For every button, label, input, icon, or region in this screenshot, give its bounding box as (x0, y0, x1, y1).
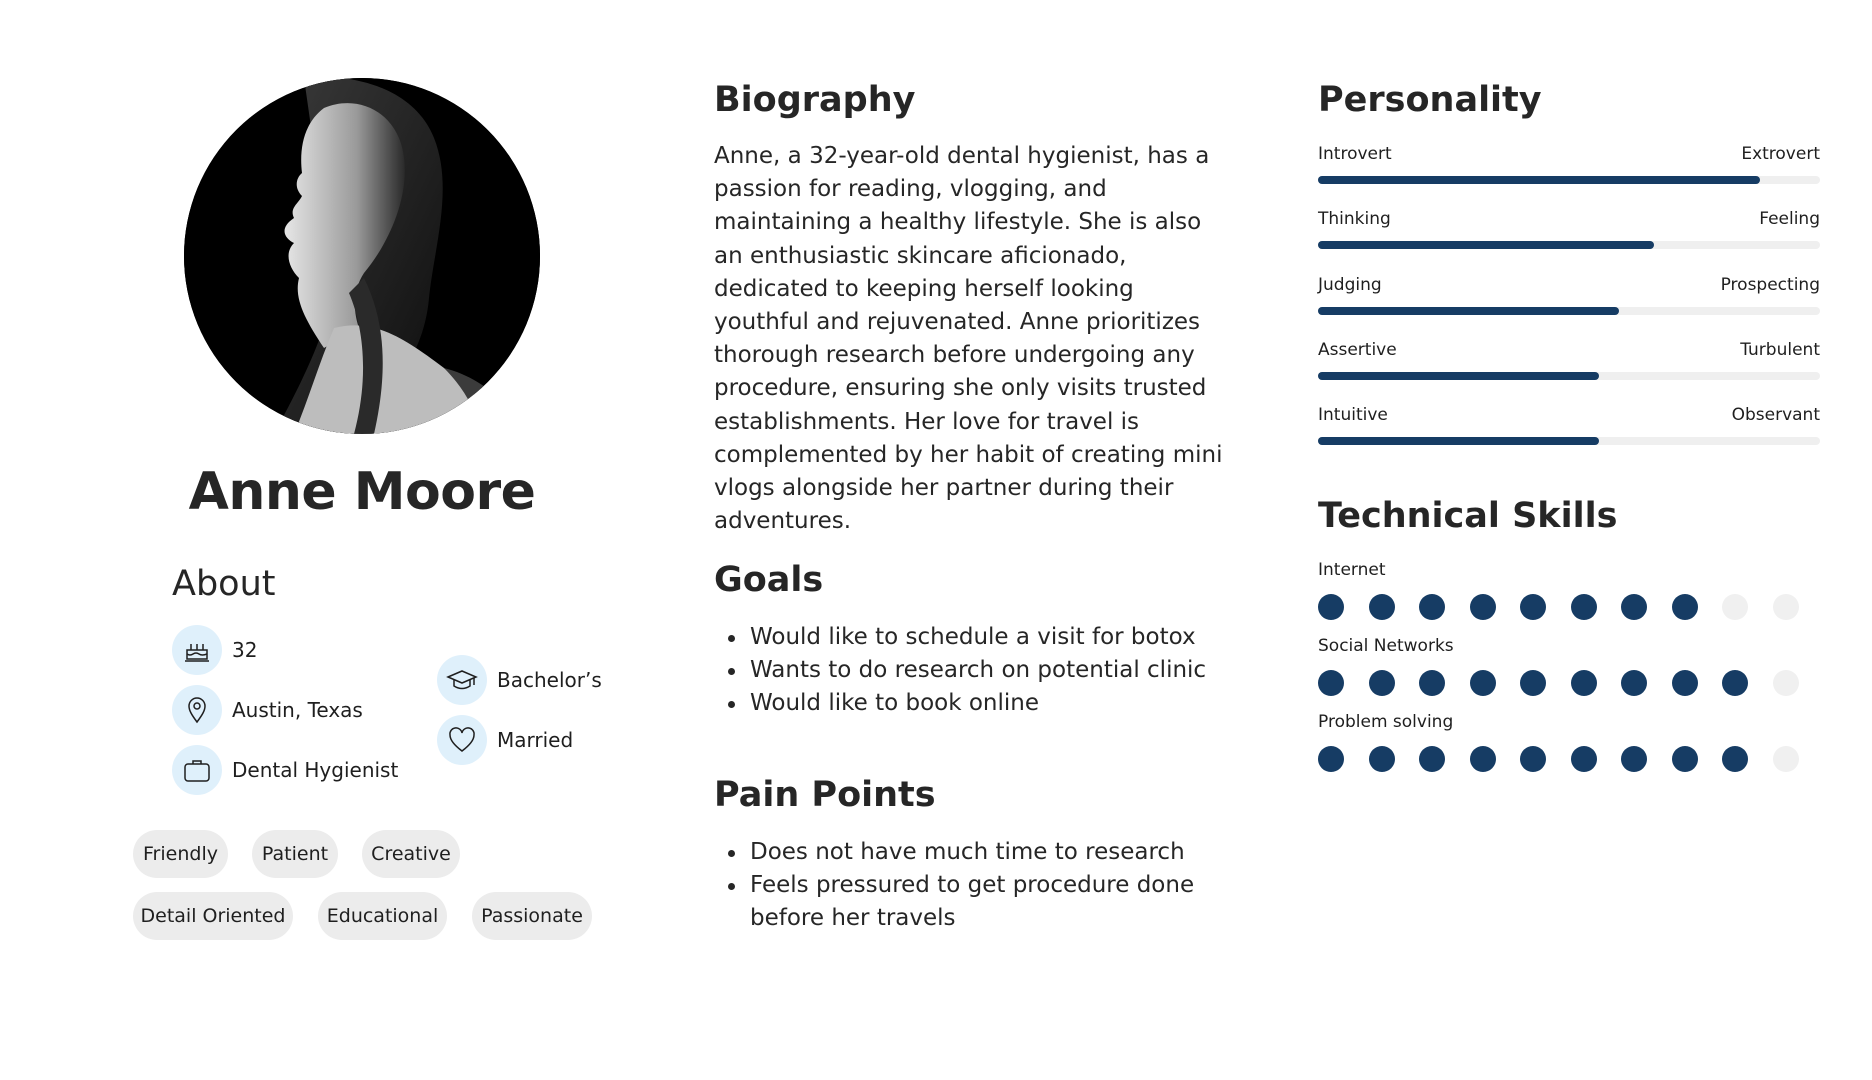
skill-dot-filled (1369, 594, 1395, 620)
skill-dot-filled (1571, 746, 1597, 772)
trait-track (1318, 176, 1820, 184)
trait-fill (1318, 437, 1599, 445)
skill-dot-filled (1369, 746, 1395, 772)
skill-label: Social Networks (1318, 636, 1454, 656)
trait-left-label: Thinking (1318, 209, 1391, 229)
list-item: Wants to do research on potential clinic (714, 654, 1274, 687)
goals-title: Goals (714, 560, 824, 600)
skill-dot-empty (1773, 670, 1799, 696)
skill-dot-filled (1419, 594, 1445, 620)
skill-dot-filled (1672, 594, 1698, 620)
persona-name: Anne Moore (188, 462, 536, 522)
tag: Detail Oriented (133, 892, 293, 940)
trait-right-label: Observant (1731, 405, 1820, 425)
skill-row (1318, 636, 1820, 708)
cake-icon (172, 625, 222, 675)
personality-title: Personality (1318, 80, 1542, 120)
trait-fill (1318, 241, 1654, 249)
occupation-label: Dental Hygienist (232, 758, 399, 782)
trait-row (1318, 209, 1820, 269)
skill-dot-filled (1318, 670, 1344, 696)
heart-icon (437, 715, 487, 765)
avatar (184, 78, 540, 434)
tag: Friendly (133, 830, 228, 878)
skill-dot-filled (1419, 670, 1445, 696)
trait-row (1318, 144, 1820, 204)
tag: Patient (252, 830, 338, 878)
pain-points-list (714, 836, 1254, 936)
skill-row (1318, 712, 1820, 784)
trait-right-label: Feeling (1759, 209, 1820, 229)
trait-row (1318, 340, 1820, 400)
status-label: Married (497, 728, 574, 752)
goals-list (714, 621, 1274, 721)
education-label: Bachelor’s (497, 668, 602, 692)
trait-row (1318, 405, 1820, 465)
fact-education (437, 655, 602, 705)
list-item: Feels pressured to get procedure done before her travels (714, 869, 1254, 935)
skill-dot-filled (1520, 746, 1546, 772)
fact-status (437, 715, 573, 765)
skill-dot-filled (1621, 670, 1647, 696)
biography-text: Anne, a 32-year-old dental hygienist, has a passion for reading, vlogging, and maintaining a healthy lifestyle. She is also an enthusiastic skincare aficionado, dedicated to keeping herself looking youthful and rejuvenated. Anne prioritizes thorough research before undergoing any procedure, ensuring she only visits trusted establishments. Her love for travel is complemented by her habit of creating mini vlogs alongside her partner during their adventures. (714, 143, 1223, 535)
skill-dot-filled (1369, 670, 1395, 696)
skill-rating (1318, 670, 1823, 696)
graduation-cap-icon (437, 655, 487, 705)
skill-row (1318, 560, 1820, 632)
briefcase-icon (172, 745, 222, 795)
skill-dot-filled (1571, 594, 1597, 620)
fact-location (172, 685, 363, 735)
fact-occupation (172, 745, 398, 795)
skill-label: Internet (1318, 560, 1386, 580)
skill-dot-filled (1571, 670, 1597, 696)
tag: Creative (362, 830, 460, 878)
skill-dot-filled (1672, 670, 1698, 696)
skill-dot-filled (1419, 746, 1445, 772)
pain-points-title: Pain Points (714, 775, 936, 815)
skill-label: Problem solving (1318, 712, 1454, 732)
portrait-photo (184, 78, 540, 434)
trait-track (1318, 241, 1820, 249)
trait-left-label: Judging (1318, 275, 1382, 295)
skill-dot-empty (1773, 746, 1799, 772)
trait-left-label: Assertive (1318, 340, 1397, 360)
trait-left-label: Introvert (1318, 144, 1392, 164)
skill-dot-filled (1470, 670, 1496, 696)
skill-dot-filled (1318, 746, 1344, 772)
skill-dot-filled (1672, 746, 1698, 772)
trait-row (1318, 275, 1820, 335)
trait-track (1318, 372, 1820, 380)
technical-skills-title: Technical Skills (1318, 496, 1618, 536)
skill-dot-filled (1722, 746, 1748, 772)
trait-track (1318, 307, 1820, 315)
skill-rating (1318, 594, 1823, 620)
list-item: Does not have much time to research (714, 836, 1254, 869)
skill-dot-filled (1470, 594, 1496, 620)
list-item: Would like to book online (714, 687, 1274, 720)
about-title: About (172, 564, 276, 604)
tag: Educational (318, 892, 447, 940)
list-item: Would like to schedule a visit for botox (714, 621, 1274, 654)
trait-right-label: Prospecting (1720, 275, 1820, 295)
trait-fill (1318, 176, 1760, 184)
skill-dot-filled (1520, 670, 1546, 696)
skill-dot-filled (1722, 670, 1748, 696)
skill-rating (1318, 746, 1823, 772)
trait-right-label: Turbulent (1740, 340, 1820, 360)
map-pin-icon (172, 685, 222, 735)
trait-left-label: Intuitive (1318, 405, 1388, 425)
skill-dot-filled (1470, 746, 1496, 772)
skill-dot-filled (1621, 594, 1647, 620)
location-label: Austin, Texas (232, 698, 363, 722)
trait-track (1318, 437, 1820, 445)
skill-dot-filled (1520, 594, 1546, 620)
tag: Passionate (472, 892, 592, 940)
biography-title: Biography (714, 80, 916, 120)
trait-fill (1318, 372, 1599, 380)
skill-dot-empty (1773, 594, 1799, 620)
trait-right-label: Extrovert (1741, 144, 1820, 164)
skill-dot-empty (1722, 594, 1748, 620)
skill-dot-filled (1621, 746, 1647, 772)
skill-dot-filled (1318, 594, 1344, 620)
age-label: 32 (232, 638, 258, 662)
trait-fill (1318, 307, 1619, 315)
fact-age (172, 625, 257, 675)
